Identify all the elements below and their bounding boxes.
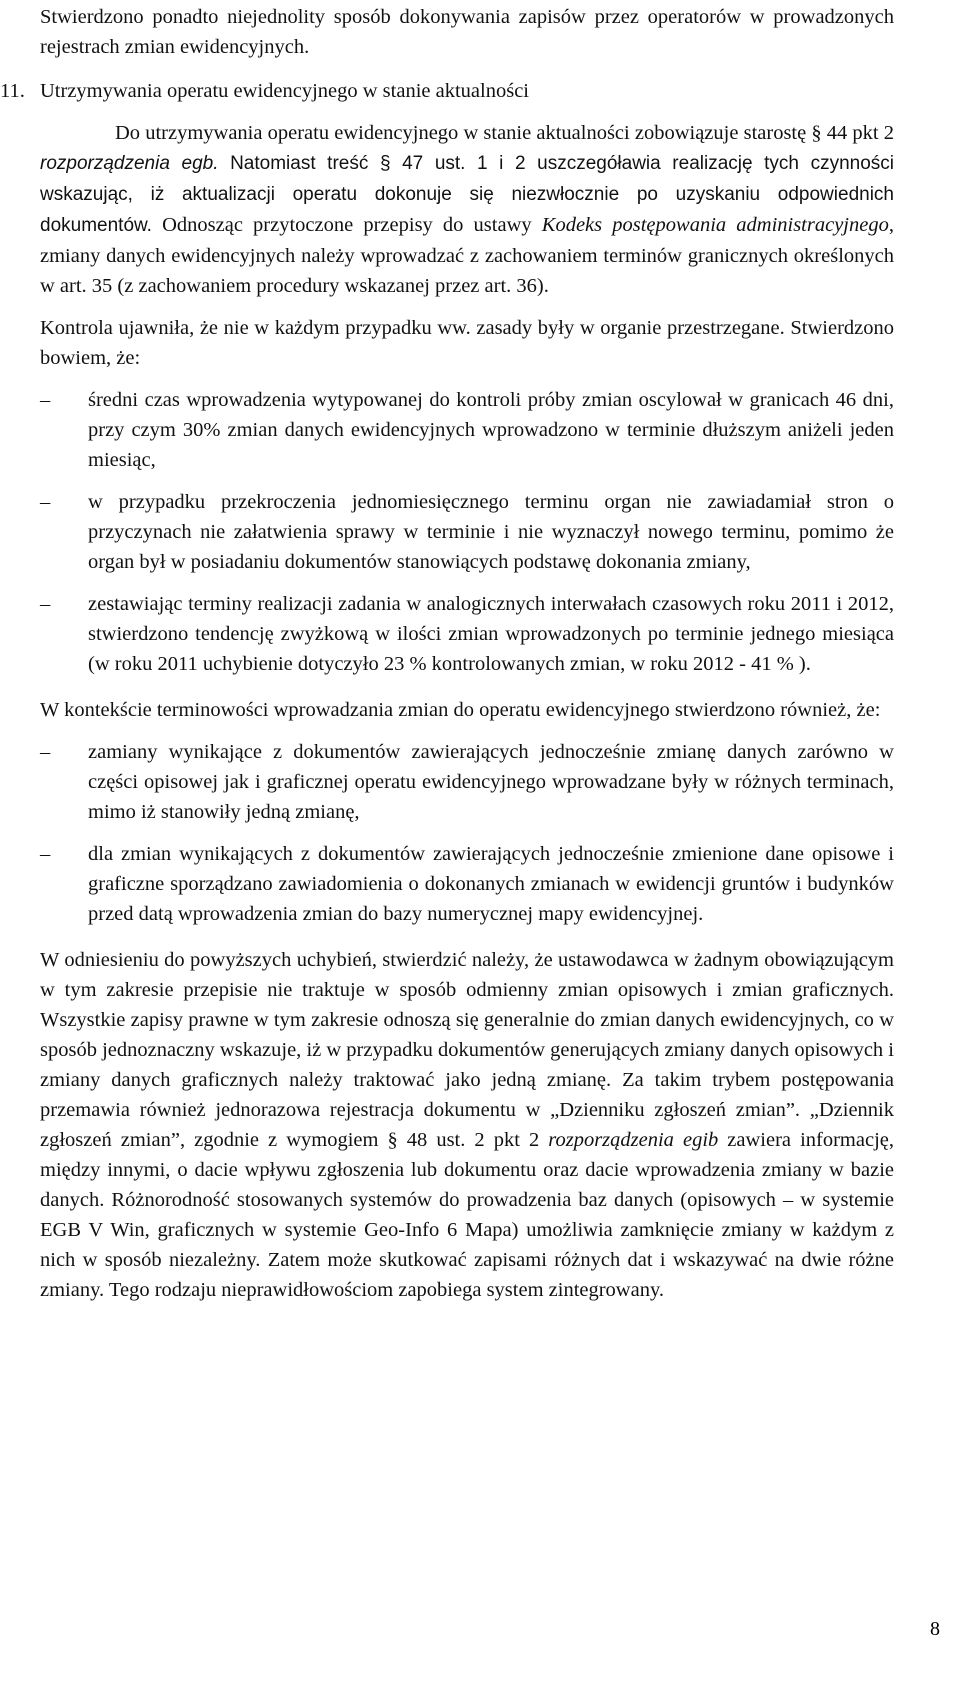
paragraph-intro: Stwierdzono ponadto niejednolity sposób dokonywania zapisów przez operatorów w prowadzonych rejestrach zmian ewidencyjnych. [40, 6, 894, 58]
dash-marker: – [40, 741, 51, 763]
p1-text-a: Do utrzymywania operatu ewidencyjnego w stanie aktualności zobowiązuje starostę § 44 pkt 2 [115, 122, 894, 144]
p1-italic-a: rozporządzenia egb. [40, 153, 219, 174]
p2-text-a: Kontrola ujawniła, że nie w każdym przypadku ww. zasady były w organie przestrzegane. [40, 317, 785, 339]
section-number: 11. [0, 80, 25, 102]
p1-italic-c: Kodeks postępowania administracyjnego [541, 214, 889, 236]
p1-text-d: , zmiany danych ewidencyjnych należy wprowadzać z zachowaniem terminów granicznych określonych w art. 35 (z zachowaniem procedury wskazanej przez art. 36). [40, 214, 894, 297]
list-item-text: zestawiając terminy realizacji zadania w analogicznych interwałach czasowych roku 2011 i 2012, stwierdzono tendencję zwyżkową w ilości zmian wprowadzonych po terminie jednego miesiąca (w roku 2011 uchybienie dotyczyło 23 % kontrolowanych zmian, w roku 2012 - 41 % ). [88, 593, 894, 675]
p1-text-c: Odnosząc przytoczone przepisy do ustawy [151, 214, 542, 236]
list-item [40, 487, 894, 577]
p1-text-b: Natomiast treść § 47 ust. 1 i 2 uszczegóławia realizację tych czynności wskazując, iż aktualizacji operatu dokonuje się niezwłocznie po uzyskaniu odpowiednich dokumentów. [40, 153, 894, 236]
paragraph-4 [40, 945, 894, 1305]
list-item-text: dla zmian wynikających z dokumentów zawierających jednocześnie zmienione dane opisowe i graficzne sporządzano zawiadomienia o dokonanych zmianach w ewidencji gruntów i budynków przed datą wprowadzenia zmian do bazy numerycznej mapy ewidencyjnej. [88, 843, 894, 925]
bullet-list-1 [40, 385, 894, 679]
section-heading [0, 76, 894, 106]
dash-marker: – [40, 389, 51, 411]
list-item-text: średni czas wprowadzenia wytypowanej do kontroli próby zmian oscylował w granicach 46 dni, przy czym 30% zmian danych ewidencyjnych wprowadzono w terminie dłuższym aniżeli jeden miesiąc, [88, 389, 894, 471]
p4-text-a: W odniesieniu do powyższych uchybień, stwierdzić należy, że ustawodawca w żadnym obowiązującym w tym zakresie przepisie nie traktuje w sposób odmienny zmian opisowych i zmian graficznych. Wszystkie zapisy prawne w tym zakresie odnoszą się generalnie do zmian danych ewidencyjnych, co w sposób jednoznaczny wskazuje, iż w przypadku dokumentów generujących zmiany danych opisowych i zmiany danych graficznych należy traktować jako jedną zmianę. Za takim trybem postępowania przemawia również jednorazowa rejestracja dokumentu w „Dzienniku zgłoszeń zmian”. „Dziennik zgłoszeń zmian”, zgodnie z wymogiem § 48 ust. 2 pkt 2 [40, 949, 894, 1151]
list-item-text: zamiany wynikające z dokumentów zawierających jednocześnie zmianę danych zarówno w części opisowej jak i graficznej operatu ewidencyjnego wprowadzane były w różnych terminach, mimo iż stanowiły jedną zmianę, [88, 741, 894, 823]
dash-marker: – [40, 593, 51, 615]
section-title: Utrzymywania operatu ewidencyjnego w stanie aktualności [40, 80, 529, 102]
page-number: 8 [930, 1618, 940, 1640]
paragraph-3: W kontekście terminowości wprowadzania zmian do operatu ewidencyjnego stwierdzono również, że: [40, 699, 881, 721]
p4-italic-a: rozporządzenia egib [548, 1129, 719, 1151]
p2-text-b: Stwierdzono bowiem, że: [40, 317, 895, 369]
list-item-text: w przypadku przekroczenia jednomiesięcznego terminu organ nie zawiadamiał stron o przyczynach nie załatwienia sprawy w terminie i nie wyznaczył nowego terminu, pomimo że organ był w posiadaniu dokumentów stanowiących podstawę dokonania zmiany, [88, 491, 894, 573]
p4-text-b: zawiera informację, między innymi, o dacie wpływu zgłoszenia lub dokumentu oraz dacie wprowadzenia zmiany w bazie danych. Różnorodność stosowanych systemów do prowadzenia baz danych (opisowych – w systemie EGB V Win, graficznych w systemie Geo-Info 6 Mapa) umożliwia zamknięcie zmiany w każdym z nich w sposób niezależny. Zatem może skutkować zapisami różnych dat i wskazywać na dwie różne zmiany. Tego rodzaju nieprawidłowościom zapobiega system zintegrowany. [40, 1129, 894, 1301]
dash-marker: – [40, 491, 51, 513]
dash-marker: – [40, 843, 51, 865]
list-item [40, 839, 894, 929]
paragraph-1 [40, 118, 894, 301]
list-item [40, 737, 894, 827]
paragraph-2 [40, 313, 894, 373]
list-item [40, 589, 894, 679]
bullet-list-2 [40, 737, 894, 929]
list-item [40, 385, 894, 475]
